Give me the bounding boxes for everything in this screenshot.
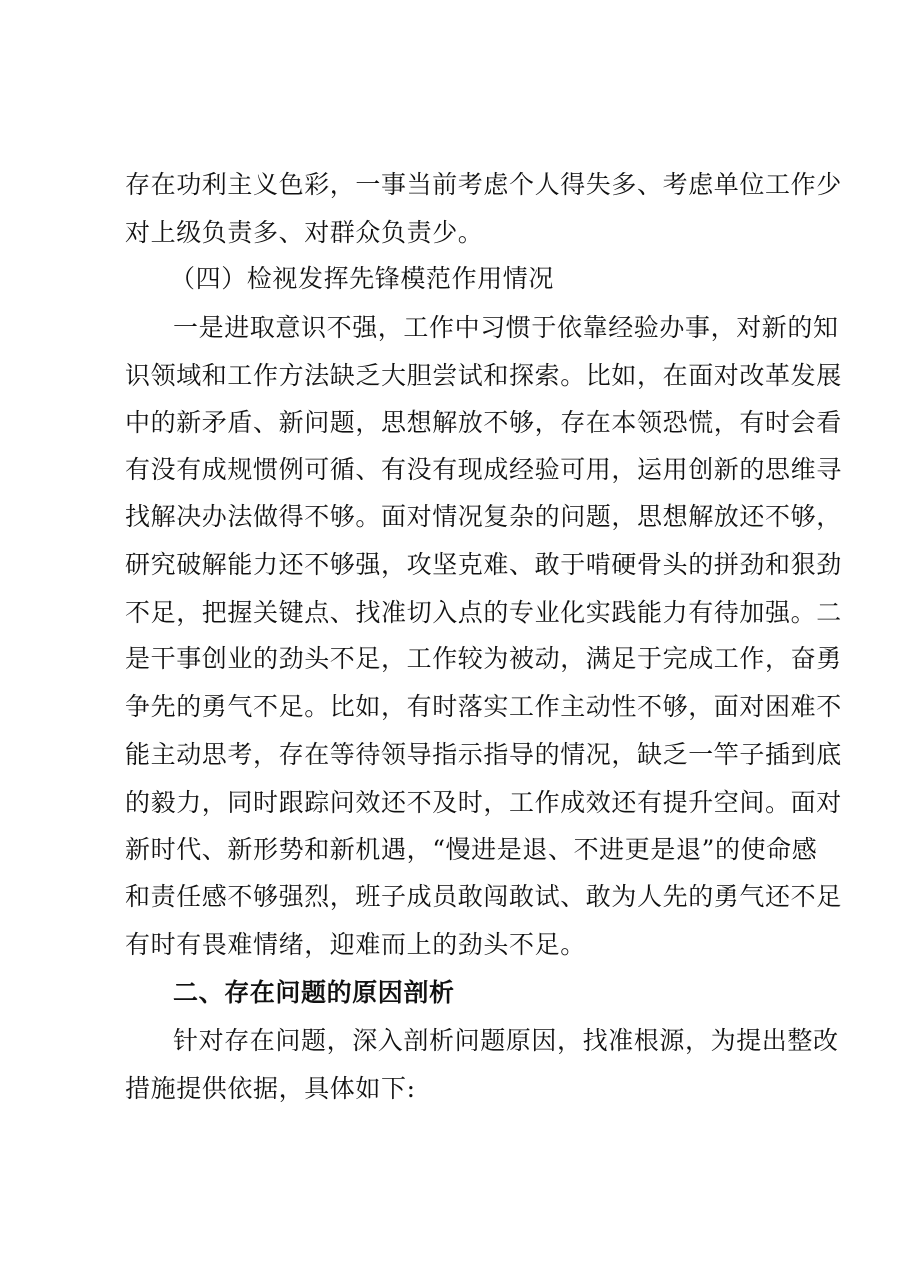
text-line: 一是进取意识不强，工作中习惯于依靠经验办事，对新的知 [173, 313, 839, 342]
text-line: 存在功利主义色彩，一事当前考虑个人得失多、考虑单位工作少 [125, 170, 842, 199]
text-line: 的毅力，同时跟踪问效还不及时，工作成效还有提升空间。面对 [125, 788, 842, 817]
text-line: 研究破解能力还不够强，攻坚克难、敢于啃硬骨头的拼劲和狠劲 [125, 550, 842, 579]
text-line: 新时代、新形势和新机遇，“慢进是退、不进更是退”的使命感 [125, 835, 818, 864]
text-line: 有时有畏难情绪，迎难而上的劲头不足。 [125, 930, 586, 959]
text-line: 能主动思考，存在等待领导指示指导的情况，缺乏一竿子插到底 [125, 740, 842, 769]
text-line: 是干事创业的劲头不足，工作较为被动，满足于完成工作，奋勇 [125, 644, 842, 673]
section-subheading: （四）检视发挥先锋模范作用情况 [170, 264, 555, 293]
text-line: 有没有成规惯例可循、有没有现成经验可用，运用创新的思维寻 [125, 455, 842, 484]
text-line: 对上级负责多、对群众负责少。 [125, 218, 484, 247]
text-line: 识领域和工作方法缺乏大胆尝试和探索。比如，在面对改革发展 [125, 361, 842, 390]
text-line: 争先的勇气不足。比如，有时落实工作主动性不够，面对困难不 [125, 692, 842, 721]
text-line: 找解决办法做得不够。面对情况复杂的问题，思想解放还不够， [125, 502, 842, 531]
section-heading: 二、存在问题的原因剖析 [173, 978, 455, 1007]
text-line: 中的新矛盾、新问题，思想解放不够，存在本领恐慌，有时会看 [125, 408, 842, 437]
text-line: 不足，把握关键点、找准切入点的专业化实践能力有待加强。二 [125, 598, 842, 627]
text-line: 针对存在问题，深入剖析问题原因，找准根源，为提出整改 [173, 1026, 839, 1055]
text-line: 措施提供依据，具体如下: [125, 1074, 416, 1103]
text-line: 和责任感不够强烈，班子成员敢闯敢试、敢为人先的勇气还不足 [125, 882, 842, 911]
